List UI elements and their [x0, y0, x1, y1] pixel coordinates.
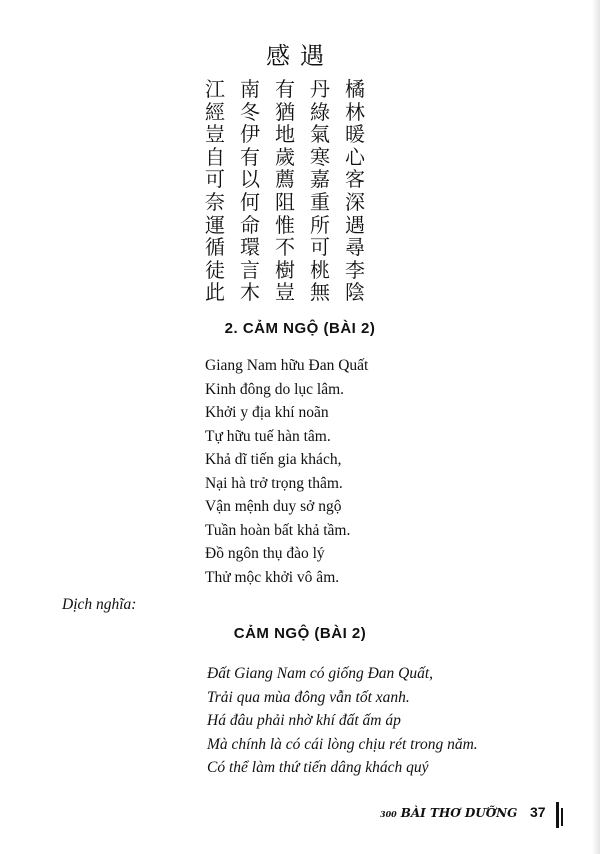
- chinese-char: 豈: [205, 122, 225, 147]
- chinese-line: [200, 236, 370, 259]
- chinese-char: 以: [240, 167, 260, 192]
- page-edge-shadow: [592, 0, 600, 854]
- chinese-char: 南: [240, 77, 260, 101]
- series-title: [380, 806, 517, 820]
- chinese-char: 無: [310, 280, 330, 305]
- chinese-char: 此: [205, 280, 225, 305]
- chinese-char: 奈: [205, 189, 225, 214]
- chinese-char: 可: [205, 167, 225, 192]
- chinese-char: 寒: [310, 144, 330, 169]
- chinese-char: 自: [205, 144, 225, 169]
- chinese-char: 環: [240, 235, 260, 260]
- chinese-line: [200, 123, 370, 146]
- translation-line: Trải qua mùa đông vẫn tốt xanh.: [207, 688, 410, 706]
- poem-line: Khởi y địa khí noãn: [205, 404, 329, 421]
- chinese-char: 有: [275, 77, 295, 101]
- chinese-char: 橘: [345, 77, 365, 101]
- chinese-char: 阻: [275, 189, 295, 214]
- poem-line: Giang Nam hữu Đan Quất: [205, 357, 369, 374]
- footer-ornament-thin: [561, 808, 563, 826]
- chinese-line: [200, 101, 370, 124]
- page-number: 37: [530, 804, 546, 820]
- chinese-poem: [200, 78, 370, 304]
- chinese-line: [200, 78, 370, 101]
- chinese-char: 運: [205, 212, 225, 237]
- translation-title: CẢM NGỘ (BÀI 2): [233, 625, 367, 642]
- chinese-char: 樹: [275, 257, 295, 282]
- chinese-char: 薦: [275, 167, 295, 192]
- chinese-line: [200, 191, 370, 214]
- chinese-line: [200, 214, 370, 237]
- chinese-char: 歲: [275, 144, 295, 169]
- chinese-char: 命: [240, 212, 260, 237]
- chinese-char: 綠: [310, 99, 330, 124]
- chinese-char: 木: [240, 280, 260, 305]
- chinese-char: 何: [240, 189, 260, 214]
- chinese-char: 徒: [205, 257, 225, 282]
- chinese-char: 心: [345, 144, 365, 169]
- chinese-char: 猶: [275, 99, 295, 124]
- translation-line: Đất Giang Nam có giống Đan Quất,: [207, 665, 434, 682]
- chinese-char: 氣: [310, 122, 330, 147]
- poem-line: Thử mộc khởi vô âm.: [205, 568, 340, 586]
- section-title: 2. CẢM NGỘ (BÀI 2): [224, 320, 376, 337]
- chinese-char: 冬: [240, 99, 260, 124]
- chinese-char: 客: [345, 167, 365, 192]
- chinese-char: 李: [345, 257, 365, 282]
- chinese-char: 豈: [275, 280, 295, 305]
- translation-line: Mà chính là có cái lòng chịu rét trong năm.: [207, 735, 478, 753]
- poem-line: Tuần hoàn bất khả tầm.: [205, 521, 351, 539]
- chinese-line: [200, 146, 370, 169]
- transliteration-poem: [205, 354, 368, 589]
- footer-ornament: [556, 802, 559, 828]
- series-name: BÀI THƠ DƯỠNG: [400, 806, 518, 820]
- poem-line: Vận mệnh duy sở ngộ: [205, 498, 342, 515]
- poem-line: Nại hà trở trọng thâm.: [205, 474, 343, 492]
- chinese-char: 陰: [345, 280, 365, 305]
- chinese-char: 暖: [345, 122, 365, 147]
- poem-line: Khả dĩ tiến gia khách,: [205, 451, 342, 468]
- translation-poem: [207, 662, 478, 780]
- translation-label: Dịch nghĩa:: [62, 596, 137, 613]
- translation-line: Há đâu phải nhờ khí đất ấm áp: [207, 712, 401, 729]
- chinese-char: 桃: [310, 257, 330, 282]
- chinese-char: 經: [205, 99, 225, 124]
- chinese-char: 言: [240, 257, 260, 282]
- page-footer: [380, 800, 580, 832]
- chinese-char: 深: [345, 189, 365, 214]
- chinese-char: 惟: [275, 212, 295, 237]
- chinese-char: 地: [275, 122, 295, 147]
- chinese-char: 江: [205, 77, 225, 101]
- chinese-char: 重: [310, 189, 330, 214]
- chinese-line: [200, 281, 370, 304]
- chinese-char: 尋: [345, 235, 365, 260]
- poem-line: Kinh đông do lục lâm.: [205, 380, 345, 398]
- chinese-char: 嘉: [310, 167, 330, 192]
- poem-line: Đồ ngôn thụ đào lý: [205, 545, 325, 562]
- translation-line: Có thể làm thứ tiến dâng khách quý: [207, 759, 429, 776]
- chinese-char: 可: [310, 235, 330, 260]
- chinese-char: 有: [240, 144, 260, 169]
- poem-line: Tự hữu tuế hàn tâm.: [205, 427, 331, 445]
- chinese-char: 不: [275, 235, 295, 260]
- series-number: 300: [380, 809, 397, 819]
- chinese-title: 感遇: [266, 42, 334, 70]
- chinese-char: 遇: [345, 212, 365, 237]
- chinese-char: 丹: [310, 77, 330, 101]
- chinese-char: 所: [310, 212, 330, 237]
- chinese-line: [200, 168, 370, 191]
- chinese-line: [200, 259, 370, 282]
- chinese-char: 林: [345, 99, 365, 124]
- chinese-char: 循: [205, 235, 225, 260]
- chinese-char: 伊: [240, 122, 260, 147]
